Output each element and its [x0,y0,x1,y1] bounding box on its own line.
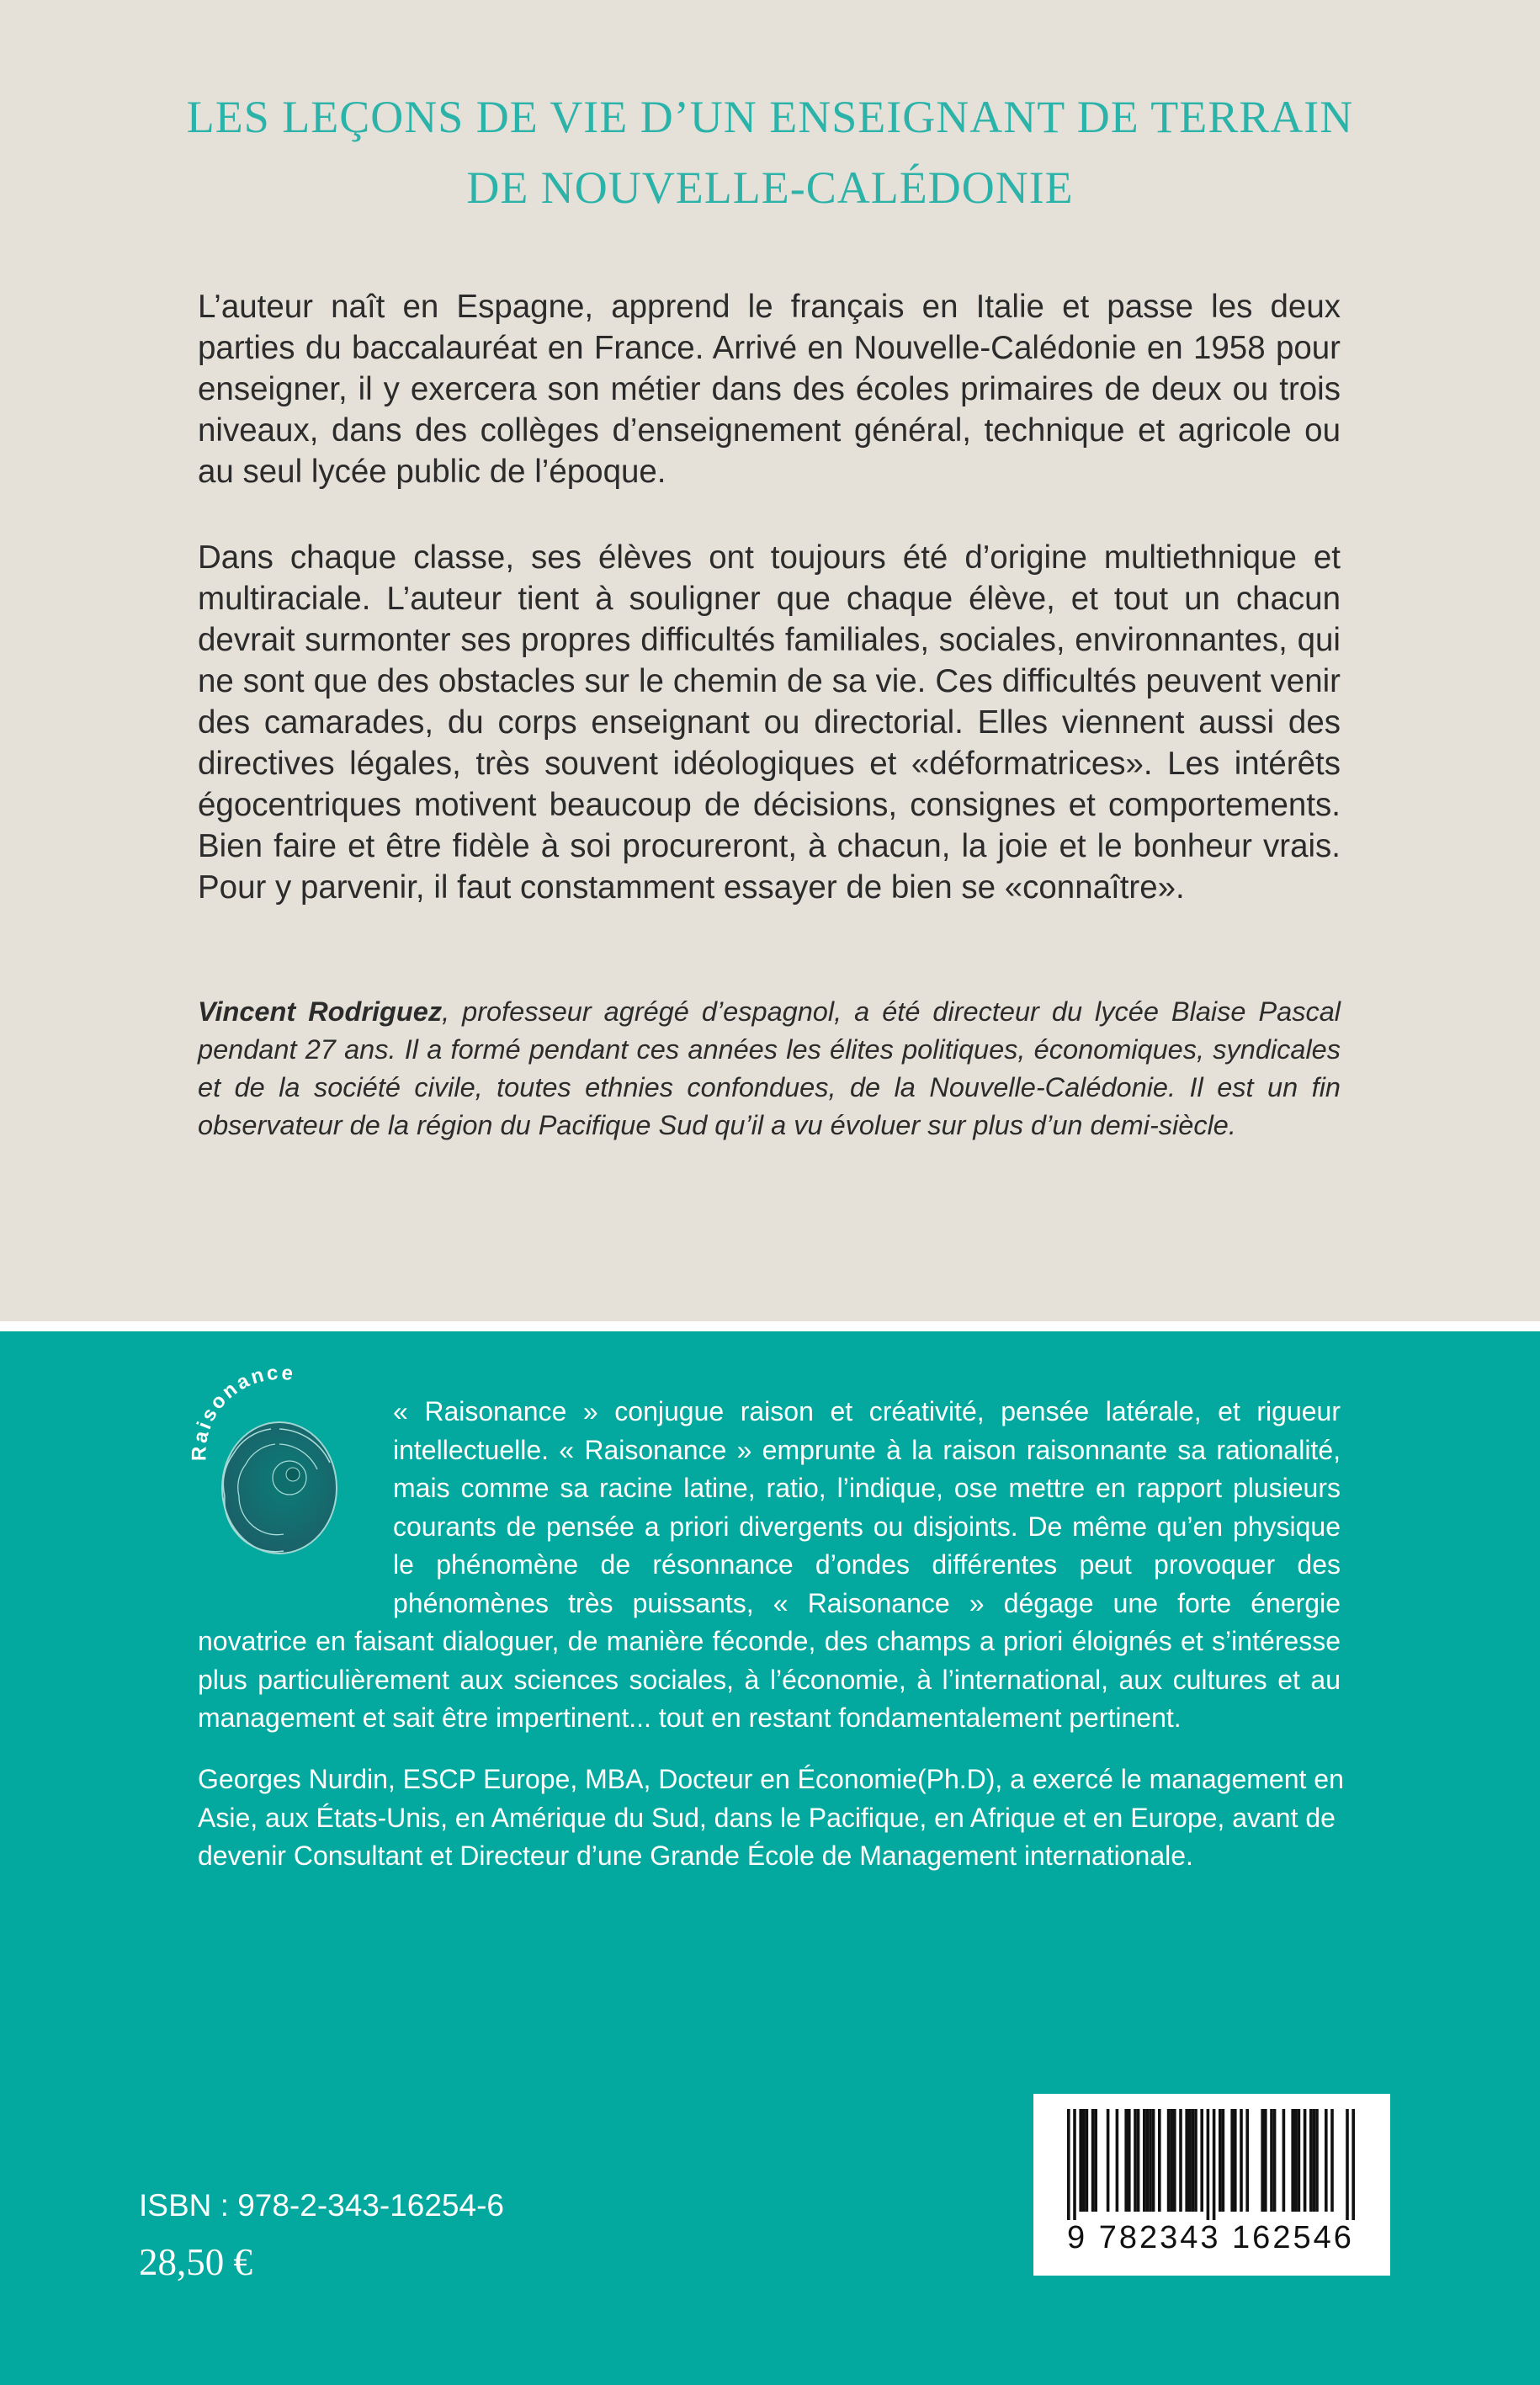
barcode-bar [1234,2109,1237,2212]
section-divider [0,1321,1540,1331]
barcode-bar [1067,2109,1070,2220]
barcode-bar [1313,2109,1316,2212]
barcode-bar [1325,2109,1328,2212]
barcode-bar [1179,2109,1182,2212]
barcode-bar [1304,2109,1307,2212]
author-name: Vincent Rodriguez [198,996,443,1027]
barcode-bar [1330,2109,1334,2212]
logo-text: Raisonance [188,1362,297,1462]
barcode-bar [1185,2109,1188,2212]
book-title-line-1: LES LEÇONS DE VIE D’UN ENSEIGNANT DE TERRAIN [186,92,1354,142]
barcode-bar [1213,2109,1216,2220]
barcode-bar [1170,2109,1173,2212]
barcode-bar [1091,2109,1095,2212]
barcode-bar [1082,2109,1086,2212]
price: 28,50 € [139,2241,252,2283]
barcode-bar [1291,2109,1294,2212]
barcode-bar [1270,2109,1273,2212]
barcode-bar [1137,2109,1140,2212]
barcode-bar [1158,2109,1161,2212]
barcode-bar [1134,2109,1137,2212]
barcode-bar [1124,2109,1128,2212]
barcode-bar [1094,2109,1097,2212]
barcode-bar [1294,2109,1298,2212]
book-title-line-2: DE NOUVELLE-CALÉDONIE [466,162,1074,213]
barcode-bar [1245,2109,1249,2212]
barcode-bar [1207,2109,1210,2220]
summary-paragraph-2: Dans chaque classe, ses élèves ont toujours été d’origine multiethnique et multiraciale. L’auteur tient à souligner que chaque élève, et tout un chacun devrait surmonter ses propres difficultés familiales, sociales, environnantes, qui ne sont que des obstacles sur le chemin de sa vie. Ces difficultés peuvent venir des camarades, du corps enseignant ou directorial. Elles viennent aussi des directives légales, très souvent idéologiques et «déformatrices». Les intérêts égocentriques motivent beaucoup de décisions, consignes et comportements. Bien faire et être fidèle à soi procureront, à chacun, la joie et le bonheur vrais. Pour y parvenir, il faut constamment essayer de bien se «connaître». [198,539,1341,906]
barcode-bar [1194,2109,1197,2212]
barcode-digits: 9 782343 162546 [1067,2220,1354,2255]
barcode-bar [1167,2109,1171,2212]
barcode-bar [1152,2109,1155,2212]
barcode-bar [1073,2109,1076,2220]
collection-description [198,1393,1341,1738]
barcode-bar [1240,2109,1243,2212]
barcode-bar [1143,2109,1146,2212]
barcode-bar [1309,2109,1313,2212]
barcode-bar [1200,2109,1203,2212]
barcode-bar [1146,2109,1150,2212]
barcode-bar [1298,2109,1301,2212]
barcode-bar [1079,2109,1082,2212]
summary-paragraph-1: L’auteur naît en Espagne, apprend le français en Italie et passe les deux parties du baccalauréat en France. Arrivé en Nouvelle-Calédonie en 1958 pour enseigner, il y exercera son métier dans des écoles primaires de deux ou trois niveaux, dans des collèges d’enseignement général, technique et agricole ou au seul lycée public de l’époque. [198,289,1341,490]
author-bio-text: , professeur agrégé d’espagnol, a été directeur du lycée Blaise Pascal pendant 27 ans. Il a formé pendant ces années les élites politiques, économiques, syndicales et de la société civile, toutes ethnies confondues, de la Nouvelle-Calédonie. Il est un fin observateur de la région du Pacifique Sud qu’il a vu évoluer sur plus d’un demi-siècle. [198,996,1341,1140]
logo-spacer [198,1393,393,1613]
barcode-bar [1222,2109,1225,2212]
barcode [1033,2094,1390,2276]
barcode-bar [1282,2109,1286,2212]
barcode-bar [1149,2109,1152,2212]
barcode-bar [1315,2109,1319,2212]
barcode-bar [1346,2109,1349,2220]
barcode-bar [1230,2109,1234,2212]
barcode-bar [1173,2109,1176,2212]
barcode-bars [1050,2109,1373,2220]
barcode-bar [1264,2109,1267,2212]
barcode-bar [1116,2109,1119,2212]
barcode-bar [1107,2109,1110,2212]
collection-description-text: « Raisonance » conjugue raison et créativité, pensée latérale, et rigueur intellectuelle. « Raisonance » emprunte à la raison raisonnante sa rationalité, mais comme sa racine latine, ratio, l’indique, ose mettre en rapport plusieurs courants de pensée a priori divergents ou disjoints. De même qu’en physique le phénomène de résonnance d’ondes différentes peut provoquer des phénomènes très puissants, « Raisonance » dégage une forte énergie novatrice en faisant dialoguer, de manière féconde, des champs a priori éloignés et s’intéresse plus particulièrement aux sciences sociales, à l’économie, à l’international, aux cultures et au management et sait être impertinent... tout en restant fondamentalement pertinent. [198,1396,1341,1733]
barcode-bar [1273,2109,1277,2212]
collection-director-bio: Georges Nurdin, ESCP Europe, MBA, Docteur en Économie(Ph.D), a exercé le management en Asie, aux États-Unis, en Amérique du Sud, dans le Pacifique, en Afrique et en Europe, avant de devenir Consultant et Directeur d’une Grande École de Management internationale. [198,1764,1344,1871]
author-bio [198,993,1341,1145]
barcode-bar [1188,2109,1192,2212]
isbn: ISBN : 978-2-343-16254-6 [139,2188,504,2223]
barcode-bar [1219,2109,1222,2212]
barcode-bar [1128,2109,1131,2212]
barcode-bar [1086,2109,1089,2212]
barcode-bar [1192,2109,1195,2212]
barcode-bar [1351,2109,1355,2220]
barcode-bar [1261,2109,1264,2212]
